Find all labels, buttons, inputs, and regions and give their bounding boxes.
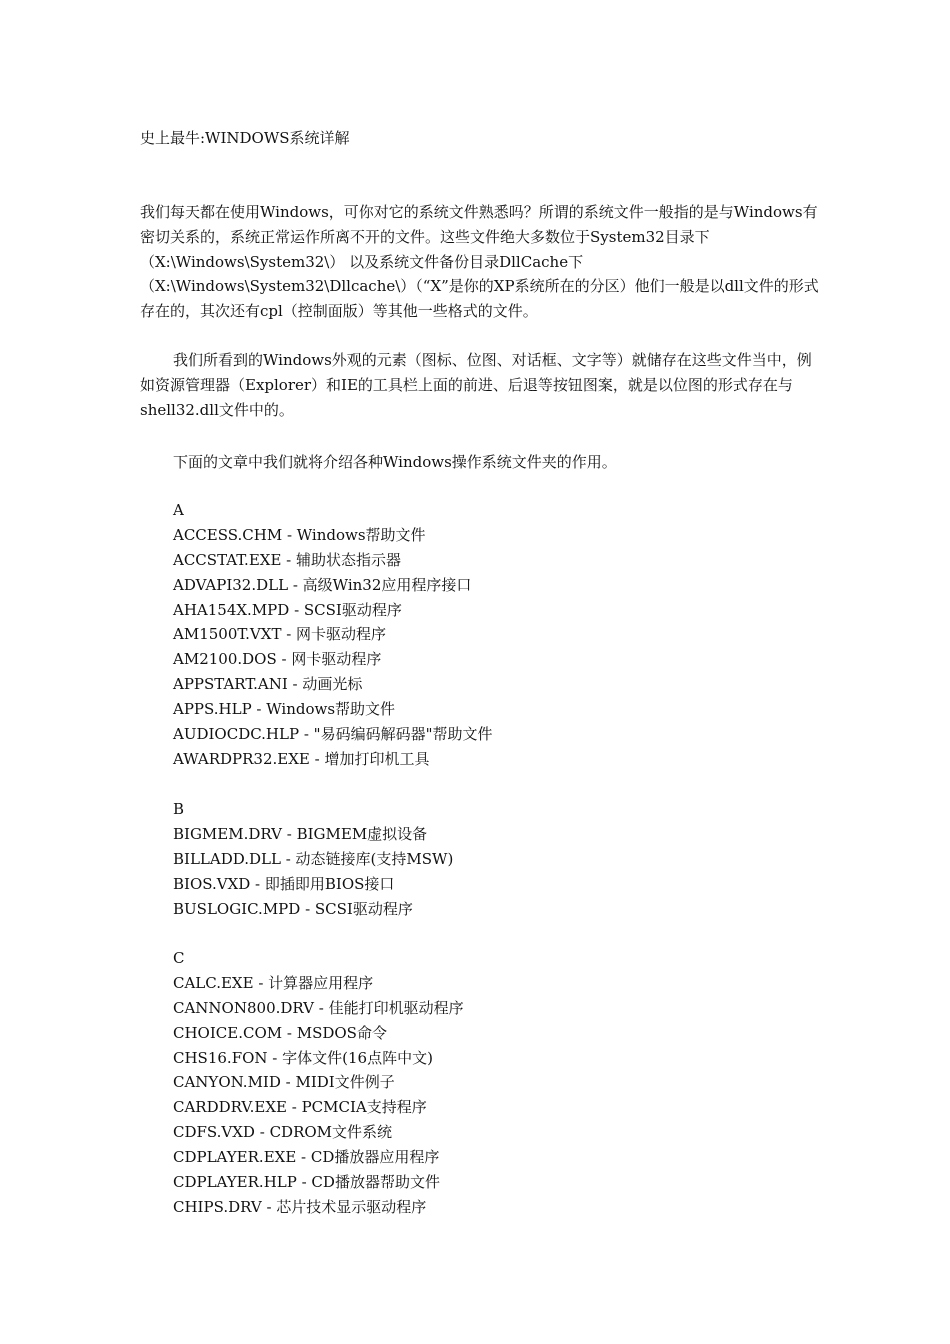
- intro-paragraph: 我们每天都在使用Windows，可你对它的系统文件熟悉吗？所谓的系统文件一般指的是与Windows有密切关系的，系统正常运作所离不开的文件。这些文件绝大多数位于System32目录下（X:\Windows\System32\） 以及系统文件备份目录DllCache下（X:\Windows\System32\Dllcache\）（“X”是你的XP系统所在的分区）他们一般是以dll文件的形式存在的，其次还有cpl（控制面版）等其他一些格式的文件。: [140, 203, 819, 321]
- list-item: AUDIOCDC.HLP - "易码编码解码器"帮助文件: [173, 725, 493, 744]
- list-item: AM1500T.VXT - 网卡驱动程序: [173, 625, 387, 644]
- section-letter: C: [173, 949, 185, 967]
- list-item: AM2100.DOS - 网卡驱动程序: [173, 650, 382, 669]
- list-item: ADVAPI32.DLL - 高级Win32应用程序接口: [173, 575, 472, 594]
- section-letter: A: [173, 501, 184, 519]
- list-item: ACCSTAT.EXE - 辅助状态指示器: [173, 550, 402, 569]
- document-title: 史上最牛:WINDOWS系统详解: [140, 129, 350, 147]
- overview-paragraph: 下面的文章中我们就将介绍各种Windows操作系统文件夹的作用。: [173, 453, 617, 471]
- list-item: CHIPS.DRV - 芯片技术显示驱动程序: [173, 1197, 427, 1216]
- section-b: [173, 797, 453, 921]
- list-item: CARDDRV.EXE - PCMCIA支持程序: [173, 1098, 427, 1117]
- list-item: CALC.EXE - 计算器应用程序: [173, 973, 374, 992]
- section-letter: B: [173, 800, 185, 818]
- list-item: BUSLOGIC.MPD - SCSI驱动程序: [173, 899, 413, 918]
- list-item: BILLADD.DLL - 动态链接库(支持MSW): [173, 849, 454, 868]
- list-item: CDPLAYER.EXE - CD播放器应用程序: [173, 1148, 440, 1167]
- list-item: CDFS.VXD - CDROM文件系统: [173, 1123, 393, 1142]
- list-item: CDPLAYER.HLP - CD播放器帮助文件: [173, 1173, 440, 1192]
- list-item: CHOICE.COM - MSDOS命令: [173, 1023, 387, 1042]
- list-item: AWARDPR32.EXE - 增加打印机工具: [173, 749, 430, 768]
- list-item: AHA154X.MPD - SCSI驱动程序: [173, 600, 402, 619]
- list-item: BIGMEM.DRV - BIGMEM虚拟设备: [173, 824, 428, 843]
- list-item: CHS16.FON - 字体文件(16点阵中文): [173, 1048, 433, 1067]
- section-c: [173, 946, 464, 1220]
- list-item: CANNON800.DRV - 佳能打印机驱动程序: [173, 998, 464, 1017]
- list-item: ACCESS.CHM - Windows帮助文件: [173, 525, 426, 544]
- list-item: BIOS.VXD - 即插即用BIOS接口: [173, 874, 395, 893]
- list-item: CANYON.MID - MIDI文件例子: [173, 1073, 395, 1092]
- section-a: [173, 498, 492, 772]
- list-item: APPSTART.ANI - 动画光标: [173, 675, 363, 694]
- list-item: APPS.HLP - Windows帮助文件: [173, 700, 396, 719]
- ui-elements-paragraph: 我们所看到的Windows外观的元素（图标、位图、对话框、文字等）就储存在这些文件当中，例如资源管理器（Explorer）和IE的工具栏上面的前进、后退等按钮图案，就是以位图的形式存在与shell32.dll文件中的。: [140, 351, 812, 419]
